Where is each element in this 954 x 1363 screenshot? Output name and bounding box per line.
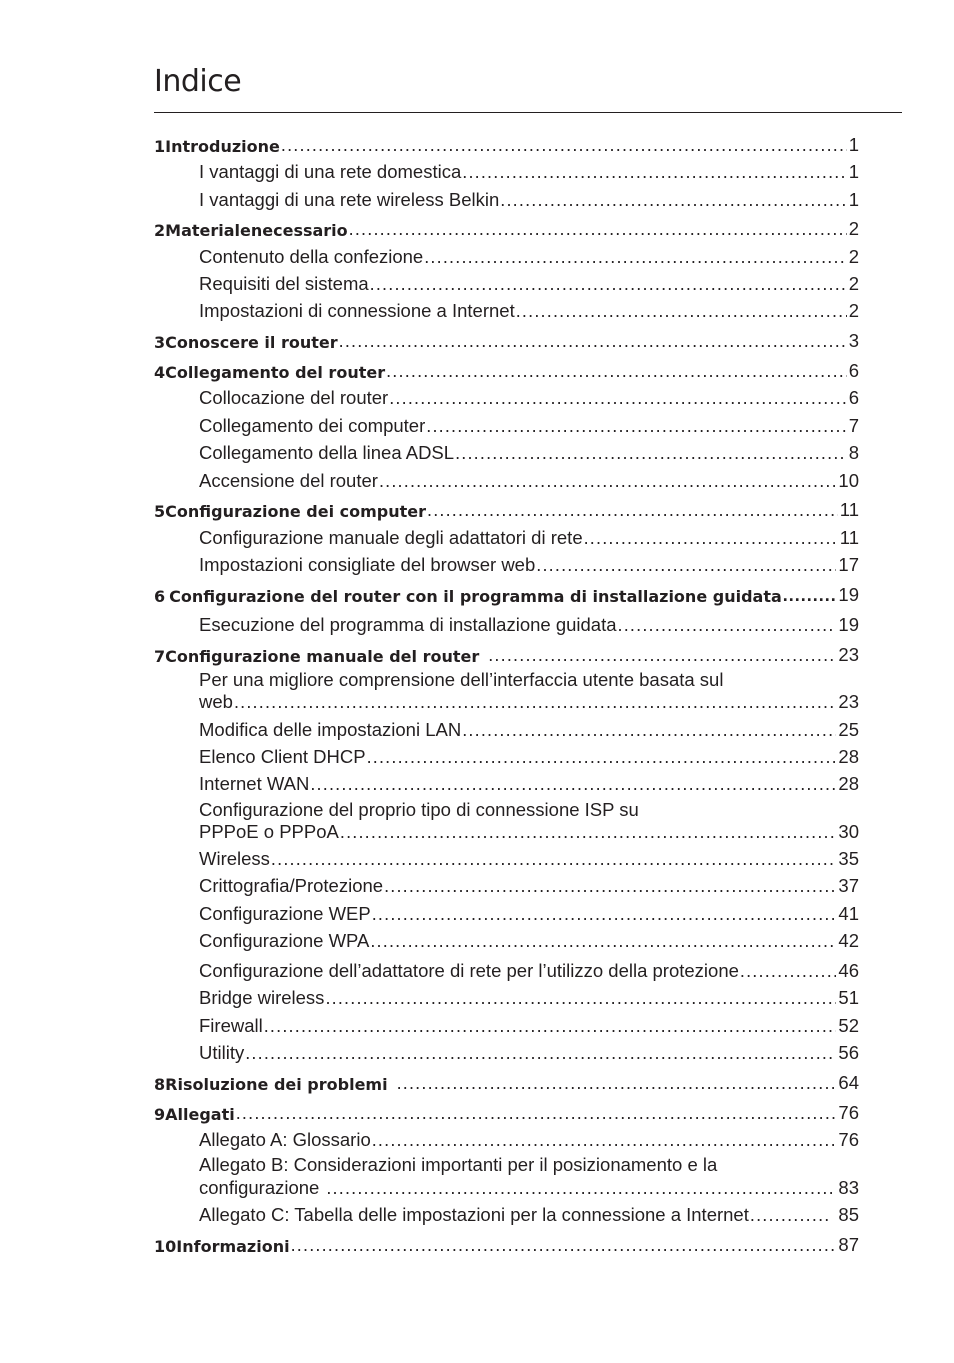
toc-chapter-label: Risoluzione dei problemi xyxy=(165,1075,388,1094)
toc-leader-dots xyxy=(325,1178,836,1199)
toc-entry-label: Requisiti del sistema xyxy=(199,273,369,294)
toc-leader-dots xyxy=(461,720,836,741)
toc-entry-label-line1: Per una migliore comprensione dell’interfaccia utente basata sul xyxy=(199,669,724,690)
toc-leader-dots xyxy=(385,361,847,382)
toc-chapter-label: Informazioni xyxy=(176,1237,290,1256)
toc-entry[interactable] xyxy=(199,817,859,843)
toc-chapter-number: 2 xyxy=(154,221,166,240)
toc-chapter-number: 10 xyxy=(154,1237,177,1256)
toc-entry-label: Allegato A: Glossario xyxy=(199,1129,371,1150)
toc-leader-dots xyxy=(617,615,837,636)
toc-leader-dots xyxy=(396,1073,837,1094)
toc-entry[interactable] xyxy=(199,383,859,409)
toc-entry-label: Collegamento dei computer xyxy=(199,415,426,436)
toc-entry[interactable] xyxy=(199,1125,859,1151)
toc-leader-dots xyxy=(371,904,837,925)
toc-leader-dots xyxy=(339,822,837,843)
toc-entry-label: Crittografia/Protezione xyxy=(199,875,384,896)
toc-chapter-label: Collegamento del router xyxy=(165,363,386,382)
toc-entry-label: Esecuzione del programma di installazione guidata xyxy=(199,614,617,635)
toc-entry-label: Elenco Client DHCP xyxy=(199,746,366,767)
toc-leader-dots xyxy=(235,1103,837,1124)
toc-entry[interactable] xyxy=(199,185,859,211)
toc-leader-dots xyxy=(782,585,837,606)
toc-entry[interactable] xyxy=(199,157,859,183)
toc-chapter-label: Configurazione del router con il programma di installazione guidata xyxy=(169,587,782,606)
toc-entry-label: web xyxy=(199,691,233,712)
toc-page-number: 83 xyxy=(838,1177,859,1198)
toc-leader-dots xyxy=(461,162,846,183)
toc-page-number: 2 xyxy=(848,218,859,239)
toc-page-number: 19 xyxy=(838,614,859,635)
toc-entry-label: Configurazione WEP xyxy=(199,903,371,924)
toc-chapter-5[interactable] xyxy=(154,495,859,521)
toc-page-number: 28 xyxy=(838,746,859,767)
toc-page-number: 3 xyxy=(848,330,859,351)
toc-entry[interactable] xyxy=(199,296,859,322)
toc-entry-label: Configurazione WPA xyxy=(199,930,370,951)
toc-entry-label: Contenuto della confezione xyxy=(199,246,424,267)
toc-leader-dots xyxy=(233,692,836,713)
toc-entry-label: Impostazioni di connessione a Internet xyxy=(199,300,515,321)
toc-entry[interactable] xyxy=(199,926,859,952)
toc-chapter-7[interactable] xyxy=(154,640,859,666)
toc-page-number: 2 xyxy=(848,246,859,267)
toc-entry[interactable] xyxy=(199,438,859,464)
toc-leader-dots xyxy=(535,555,836,576)
page-title: Indice xyxy=(154,64,242,99)
toc-chapter-number: 8 xyxy=(154,1075,166,1094)
toc-entry-label: I vantaggi di una rete wireless Belkin xyxy=(199,189,500,210)
toc-entry-label: Collegamento della linea ADSL xyxy=(199,442,455,463)
toc-entry[interactable] xyxy=(199,844,859,870)
toc-page-number: 85 xyxy=(838,1204,859,1225)
toc-entry-label: Firewall xyxy=(199,1015,263,1036)
toc-chapter-label: Materialenecessario xyxy=(165,221,348,240)
toc-page-number: 1 xyxy=(848,189,859,210)
toc-entry[interactable] xyxy=(199,242,859,268)
toc-page-number: 64 xyxy=(838,1072,859,1093)
toc-chapter-label: Configurazione dei computer xyxy=(165,502,426,521)
toc-page-number: 23 xyxy=(838,644,859,665)
toc-entry-label: Bridge wireless xyxy=(199,987,325,1008)
toc-entry[interactable] xyxy=(199,769,859,795)
toc-entry-label: configurazione xyxy=(199,1177,320,1198)
toc-leader-dots xyxy=(423,247,846,268)
toc-entry-label: Internet WAN xyxy=(199,773,310,794)
toc-page-number: 76 xyxy=(838,1102,859,1123)
toc-entry[interactable] xyxy=(199,956,859,982)
toc-page-number: 19 xyxy=(838,584,859,605)
toc-entry-label: Collocazione del router xyxy=(199,387,389,408)
toc-leader-dots xyxy=(369,931,836,952)
toc-page-number: 41 xyxy=(838,903,859,924)
toc-entry-label: Accensione del router xyxy=(199,470,378,491)
toc-entry[interactable] xyxy=(199,466,859,492)
toc-leader-dots xyxy=(369,274,847,295)
toc-chapter-10[interactable] xyxy=(154,1230,859,1256)
toc-chapter-1[interactable] xyxy=(154,130,859,156)
toc-entry[interactable] xyxy=(199,871,859,897)
toc-leader-dots xyxy=(499,190,846,211)
toc-chapter-number: 5 xyxy=(154,502,166,521)
toc-entry-label: Configurazione manuale degli adattatori di rete xyxy=(199,527,583,548)
toc-entry[interactable] xyxy=(199,983,859,1009)
toc-page-number: 1 xyxy=(848,134,859,155)
toc-entry-label: Utility xyxy=(199,1042,245,1063)
toc-leader-dots xyxy=(583,528,838,549)
toc-page-number: 52 xyxy=(838,1015,859,1036)
toc-page-number: 23 xyxy=(838,691,859,712)
toc-entry-label: Configurazione dell’adattatore di rete per l’utilizzo della protezione xyxy=(199,960,739,981)
toc-entry[interactable] xyxy=(199,899,859,925)
toc-page-number: 11 xyxy=(839,527,859,548)
toc-page-number: 37 xyxy=(838,875,859,896)
toc-entry-label: Modifica delle impostazioni LAN xyxy=(199,719,462,740)
toc-page-number: 11 xyxy=(839,499,859,520)
toc-entry[interactable] xyxy=(199,610,859,636)
toc-page-number: 1 xyxy=(848,161,859,182)
toc-chapter-number: 6 xyxy=(154,587,166,606)
toc-chapter-2[interactable] xyxy=(154,214,859,240)
toc-entry-label-line1: Configurazione del proprio tipo di connessione ISP su xyxy=(199,799,639,820)
toc-entry[interactable] xyxy=(199,269,859,295)
toc-chapter-number: 1 xyxy=(154,137,166,156)
toc-leader-dots xyxy=(290,1235,837,1256)
toc-page-number: 17 xyxy=(838,554,859,575)
toc-entry[interactable] xyxy=(199,715,859,741)
toc-page-number: 10 xyxy=(838,470,859,491)
toc-page-number: 6 xyxy=(848,360,859,381)
toc-chapter-number: 9 xyxy=(154,1105,166,1124)
toc-leader-dots xyxy=(388,388,846,409)
toc-page-number: 46 xyxy=(838,960,859,981)
toc-entry[interactable] xyxy=(199,687,859,713)
toc-chapter-label: Allegati xyxy=(165,1105,235,1124)
toc-entry-label: Impostazioni consigliate del browser web xyxy=(199,554,536,575)
toc-chapter-number: 3 xyxy=(154,333,166,352)
toc-leader-dots xyxy=(324,988,836,1009)
toc-chapter-6[interactable] xyxy=(154,580,859,606)
toc-entry[interactable] xyxy=(199,1173,859,1199)
toc-entry[interactable] xyxy=(199,1011,859,1037)
toc-entry-label: I vantaggi di una rete domestica xyxy=(199,161,462,182)
toc-leader-dots xyxy=(426,500,838,521)
toc-chapter-4[interactable] xyxy=(154,356,859,382)
toc-leader-dots xyxy=(280,135,847,156)
toc-leader-dots xyxy=(487,645,836,666)
toc-leader-dots xyxy=(425,416,846,437)
toc-leader-dots xyxy=(371,1130,837,1151)
toc-leader-dots xyxy=(749,1205,833,1226)
toc-entry-label: Wireless xyxy=(199,848,270,869)
toc-leader-dots xyxy=(454,443,847,464)
toc-page-number: 76 xyxy=(838,1129,859,1150)
title-divider xyxy=(154,112,902,113)
toc-leader-dots xyxy=(338,331,847,352)
toc-chapter-label: Conoscere il router xyxy=(165,333,338,352)
toc-chapter-3[interactable] xyxy=(154,326,859,352)
toc-page-number: 8 xyxy=(848,442,859,463)
toc-page-number: 35 xyxy=(838,848,859,869)
toc-leader-dots xyxy=(270,849,837,870)
toc-page-number: 28 xyxy=(838,773,859,794)
toc-page-number: 2 xyxy=(848,300,859,321)
toc-leader-dots xyxy=(244,1043,836,1064)
toc-entry-label: PPPoE o PPPoA xyxy=(199,821,339,842)
toc-leader-dots xyxy=(383,876,836,897)
toc-leader-dots xyxy=(739,961,837,982)
toc-entry[interactable] xyxy=(199,1200,859,1226)
toc-leader-dots xyxy=(309,774,836,795)
toc-page-number: 30 xyxy=(838,821,859,842)
toc-chapter-label: Configurazione manuale del router xyxy=(165,647,480,666)
toc-leader-dots xyxy=(366,747,837,768)
toc-chapter-number: 7 xyxy=(154,647,166,666)
toc-page-number: 6 xyxy=(848,387,859,408)
toc-leader-dots xyxy=(263,1016,837,1037)
toc-page-number: 25 xyxy=(838,719,859,740)
toc-entry-label-line1: Allegato B: Considerazioni importanti per il posizionamento e la xyxy=(199,1154,718,1175)
toc-entry[interactable] xyxy=(199,1038,859,1064)
toc-page-number: 7 xyxy=(848,415,859,436)
toc-entry[interactable] xyxy=(199,742,859,768)
toc-page-number: 2 xyxy=(848,273,859,294)
toc-chapter-8[interactable] xyxy=(154,1068,859,1094)
toc-chapter-9[interactable] xyxy=(154,1098,859,1124)
toc-chapter-number: 4 xyxy=(154,363,166,382)
toc-page-number: 56 xyxy=(838,1042,859,1063)
toc-page-number: 51 xyxy=(838,987,859,1008)
toc-leader-dots xyxy=(348,219,847,240)
toc-page-number: 87 xyxy=(838,1234,859,1255)
toc-leader-dots xyxy=(378,471,836,492)
toc-chapter-label: Introduzione xyxy=(165,137,280,156)
toc-entry[interactable] xyxy=(199,550,859,576)
toc-entry[interactable] xyxy=(199,411,859,437)
toc-leader-dots xyxy=(515,301,847,322)
toc-entry[interactable] xyxy=(199,523,859,549)
toc-page-number: 42 xyxy=(838,930,859,951)
toc-entry-label: Allegato C: Tabella delle impostazioni per la connessione a Internet xyxy=(199,1204,749,1225)
